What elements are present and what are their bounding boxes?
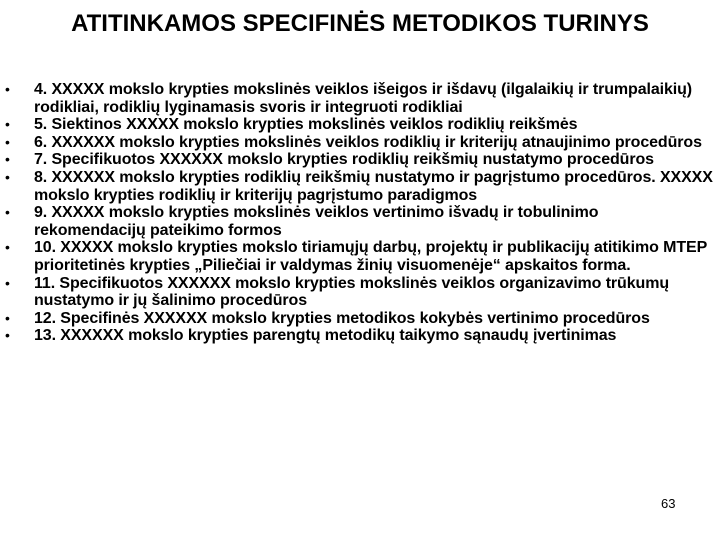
bullet-icon: •: [5, 151, 10, 168]
bullet-icon: •: [5, 239, 10, 256]
list-item: [0, 310, 720, 328]
list-item-text: 10. XXXXX mokslo krypties mokslo tiriamųjų darbų, projektų ir publikacijų atitikimo MTEP prioritetinės krypties „Piliečiai ir valdymas žinių visuomenėje“ apskaitos forma.: [34, 239, 707, 274]
page-number: 63: [661, 496, 676, 511]
bullet-icon: •: [5, 309, 10, 326]
list-item-text: 6. XXXXXX mokslo krypties mokslinės veiklos rodiklių ir kriterijų atnaujinimo procedūros: [34, 133, 702, 151]
list-item: [0, 204, 720, 239]
list-item: [0, 275, 720, 310]
list-item: [0, 239, 720, 274]
bullet-icon: •: [5, 204, 10, 221]
list-item-text: 8. XXXXXX mokslo krypties rodiklių reikšmių nustatymo ir pagrįstumo procedūros. XXXXX mokslo krypties rodiklių ir kriterijų pagrįstumo paradigmos: [34, 168, 713, 204]
bullet-icon: •: [5, 116, 10, 133]
content-list: [0, 81, 720, 345]
list-item-text: 11. Specifikuotos XXXXXX mokslo krypties mokslinės veiklos organizavimo trūkumų nustatymo ir jų šalinimo procedūros: [34, 274, 669, 310]
bullet-icon: •: [5, 274, 10, 291]
list-item: [0, 134, 720, 152]
list-item: [0, 327, 720, 345]
bullet-icon: •: [5, 133, 10, 150]
list-item-text: 4. XXXXX mokslo krypties mokslinės veiklos išeigos ir išdavų (ilgalaikių ir trumpalaikių) rodikliai, rodiklių lyginamasis svoris ir integruoti rodikliai: [34, 81, 693, 116]
list-item-text: 5. Siektinos XXXXX mokslo krypties mokslinės veiklos rodiklių reikšmės: [34, 116, 578, 134]
list-item: [0, 169, 720, 204]
slide-title: ATITINKAMOS SPECIFINĖS METODIKOS TURINYS: [71, 10, 649, 37]
list-item-text: 9. XXXXX mokslo krypties mokslinės veiklos vertinimo išvadų ir tobulinimo rekomendacijų pateikimo formos: [34, 204, 599, 239]
list-item-text: 12. Specifinės XXXXXX mokslo krypties metodikos kokybės vertinimo procedūros: [34, 309, 650, 327]
list-item: [0, 81, 720, 116]
bullet-icon: •: [5, 327, 10, 344]
list-item-text: 7. Specifikuotos XXXXXX mokslo krypties rodiklių reikšmių nustatymo procedūros: [34, 151, 654, 169]
bullet-icon: •: [5, 81, 10, 97]
bullet-icon: •: [5, 168, 10, 185]
list-item: [0, 116, 720, 134]
list-item: [0, 151, 720, 169]
list-item-text: 13. XXXXXX mokslo krypties parengtų metodikų taikymo sąnaudų įvertinimas: [34, 327, 617, 345]
